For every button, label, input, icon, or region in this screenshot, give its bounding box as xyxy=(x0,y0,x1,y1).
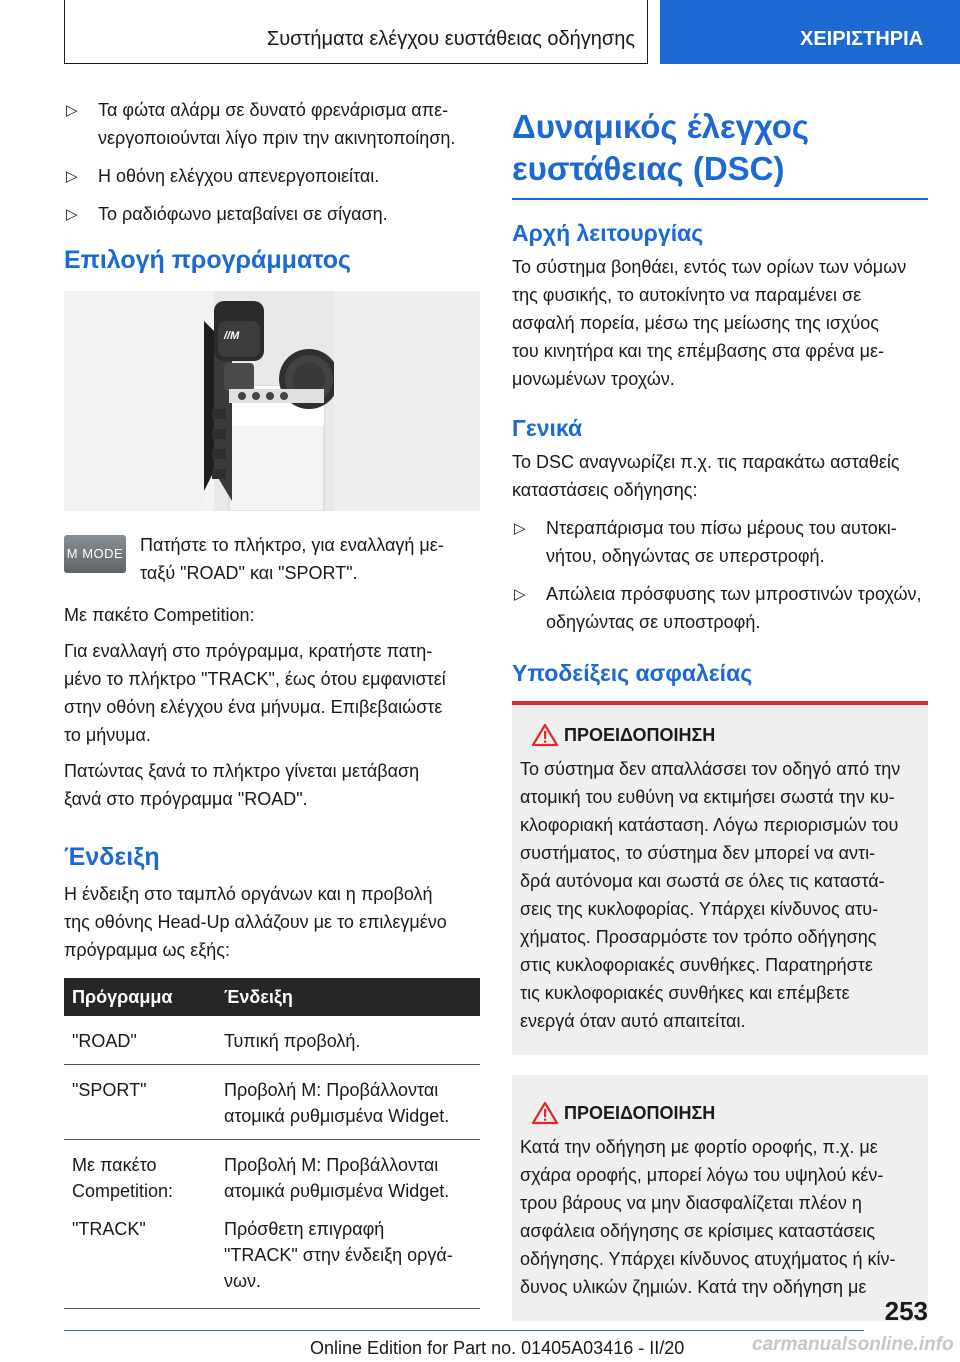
table-row xyxy=(64,1140,480,1309)
triangle-bullet-icon: ▷ xyxy=(66,102,78,119)
back-to-road-text: Πατώντας ξανά το πλήκτρο γίνεται μετάβαση ξανά στο πρόγραμμα "ROAD". xyxy=(64,761,420,809)
watermark: carmanualsonline.info xyxy=(752,1334,954,1355)
program-display-table xyxy=(64,978,480,1309)
list-item-text: Το ραδιόφωνο μεταβαίνει σε σίγαση. xyxy=(98,204,388,224)
warning-header xyxy=(520,1103,918,1133)
table-cell: Προβολή M: Προβάλλονται ατομικά ρυθμισμένα Widget. xyxy=(216,1065,480,1140)
gear-selector-illustration xyxy=(64,291,480,511)
warning-header xyxy=(520,725,918,755)
warning-triangle-icon xyxy=(532,723,558,747)
triangle-bullet-icon: ▷ xyxy=(66,206,78,223)
section-heading-general: Γενικά xyxy=(512,415,583,441)
footer-divider xyxy=(64,1330,864,1331)
general-text: Το DSC αναγνωρίζει π.χ. τις παρακάτω ασταθείς καταστάσεις οδήγησης: xyxy=(512,452,900,500)
list-item xyxy=(64,200,480,228)
principle-text: Το σύστημα βοηθάει, εντός των ορίων των νόμων της φυσικής, το αυτοκίνητο να παραμένει σε ασφαλή πορεία, μέσω της μείωσης της ισχύος του κινητήρα και της επέμβασης στα φρένα με- μονωμένων τροχών. xyxy=(512,257,907,389)
list-item-text: Απώλεια πρόσφυσης των μπροστινών τροχών, οδηγώντας σε υποστροφή. xyxy=(546,584,922,632)
list-item xyxy=(64,96,480,152)
table-cell-group xyxy=(64,1140,216,1309)
page-title: Δυναμικός έλεγχος ευστάθειας (DSC) xyxy=(512,108,810,187)
warning-box xyxy=(512,701,928,1055)
right-column xyxy=(512,96,928,1321)
list-item-text: Η οθόνη ελέγχου απενεργοποιείται. xyxy=(98,166,380,186)
warning-text: Κατά την οδήγηση με φορτίο οροφής, π.χ. με σχάρα οροφής, μπορεί λόγω του υψηλού κέν- τρου βάρους να μην διασφαλίζεται πλέον η ασφάλεια οδήγησης σε κρίσιμες καταστάσεις οδήγησης. Υπάρχει κίνδυνος ατυχήματος ή κίν- δυνος υλικών ζημιών. Κατά την οδήγηση με xyxy=(520,1137,896,1297)
header-box xyxy=(64,0,648,64)
header-title: Συστήματα ελέγχου ευστάθειας οδήγησης xyxy=(266,28,635,50)
section-heading-principle: Αρχή λειτουργίας xyxy=(512,220,704,246)
section-heading-safety: Υποδείξεις ασφαλείας xyxy=(512,660,753,686)
m-mode-text: Πατήστε το πλήκτρο, για εναλλαγή με- ταξύ "ROAD" και "SPORT". xyxy=(140,535,444,583)
m-mode-instruction xyxy=(64,531,480,587)
display-text: Η ένδειξη στο ταμπλό οργάνων και η προβολή της οθόνης Head-Up αλλάζουν με το επιλεγμένο πρόγραμμα ως εξής: xyxy=(64,884,447,960)
warning-box xyxy=(512,1075,928,1321)
header-section-tab[interactable] xyxy=(660,0,960,64)
warning-title: ΠΡΟΕΙΔΟΠΟΙΗΣΗ xyxy=(564,725,716,745)
m-mode-button-label: M MODE xyxy=(66,546,124,561)
table-row xyxy=(64,1065,480,1140)
competition-text: Για εναλλαγή στο πρόγραμμα, κρατήστε πατη- μένο το πλήκτρο "TRACK", έως ότου εμφανιστεί στην οθόνη ελέγχου ένα μήνυμα. Επιβεβαιώστε το μήνυμα. xyxy=(64,641,446,745)
table-cell: Τυπική προβολή. xyxy=(216,1016,480,1065)
page-number: 253 xyxy=(884,1296,928,1326)
table-cell: "SPORT" xyxy=(64,1065,216,1140)
left-column xyxy=(64,96,480,1309)
edition-text: Online Edition for Part no. 01405A03416 - II/20 xyxy=(310,1338,685,1358)
table-cell: "TRACK" xyxy=(72,1219,146,1239)
table-row xyxy=(64,1016,480,1065)
table-cell: Προβολή M: Προβάλλονται ατομικά ρυθμισμένα Widget. xyxy=(224,1155,450,1201)
warning-text: Το σύστημα δεν απαλλάσσει τον οδηγό από την ατομική του ευθύνη να εκτιμήσει σωστά την κυ- κλοφοριακή κατάσταση. Λόγω περιορισμών του συστήματος, το σύστημα δεν μπορεί να αντι- δρά αυτόνομα και σωστά σε όλες τις καταστά- σεις της κυκλοφορίας. Υπάρχει κίνδυνος ατυ- χήματος. Προσαρμόστε τον τρόπο οδήγησης στις κυκλοφοριακές συνθήκες. Παρατηρήστε τις κυκλοφοριακές συνθήκες και επέμβετε ενεργά όταν αυτό απαιτείται. xyxy=(520,759,901,1031)
header-section-label: ΧΕΙΡΙΣΤΗΡΙΑ xyxy=(800,28,924,50)
triangle-bullet-icon: ▷ xyxy=(514,520,526,537)
svg-text://M: //M xyxy=(224,330,240,342)
table-header-program: Πρόγραμμα xyxy=(64,978,216,1016)
table-cell: "ROAD" xyxy=(64,1016,216,1065)
section-heading-display: Ένδειξη xyxy=(64,843,160,871)
list-item xyxy=(512,580,928,636)
gear-selector-photo xyxy=(64,291,480,511)
list-item-text: Τα φώτα αλάρμ σε δυνατό φρενάρισμα απε- νεργοποιούνται λίγο πριν την ακινητοποίηση. xyxy=(98,100,456,148)
list-item xyxy=(512,514,928,570)
list-item xyxy=(64,162,480,190)
warning-triangle-icon xyxy=(532,1101,558,1125)
section-heading-program: Επιλογή προγράμματος xyxy=(64,246,352,274)
m-mode-button-icon xyxy=(64,535,126,573)
triangle-bullet-icon: ▷ xyxy=(66,168,78,185)
competition-intro: Με πακέτο Competition: xyxy=(64,605,255,625)
title-divider xyxy=(512,198,928,200)
table-cell: Με πακέτο Competition: xyxy=(72,1155,174,1201)
triangle-bullet-icon: ▷ xyxy=(514,586,526,603)
warning-title: ΠΡΟΕΙΔΟΠΟΙΗΣΗ xyxy=(564,1103,716,1123)
table-cell: Πρόσθετη επιγραφή "TRACK" στην ένδειξη οργά- νων. xyxy=(224,1219,453,1291)
table-header-display: Ένδειξη xyxy=(216,978,480,1016)
table-header-row xyxy=(64,978,480,1016)
table-cell-group xyxy=(216,1140,480,1309)
list-item-text: Ντεραπάρισμα του πίσω μέρους του αυτοκι- νήτου, οδηγώντας σε υπερστροφή. xyxy=(546,518,897,566)
